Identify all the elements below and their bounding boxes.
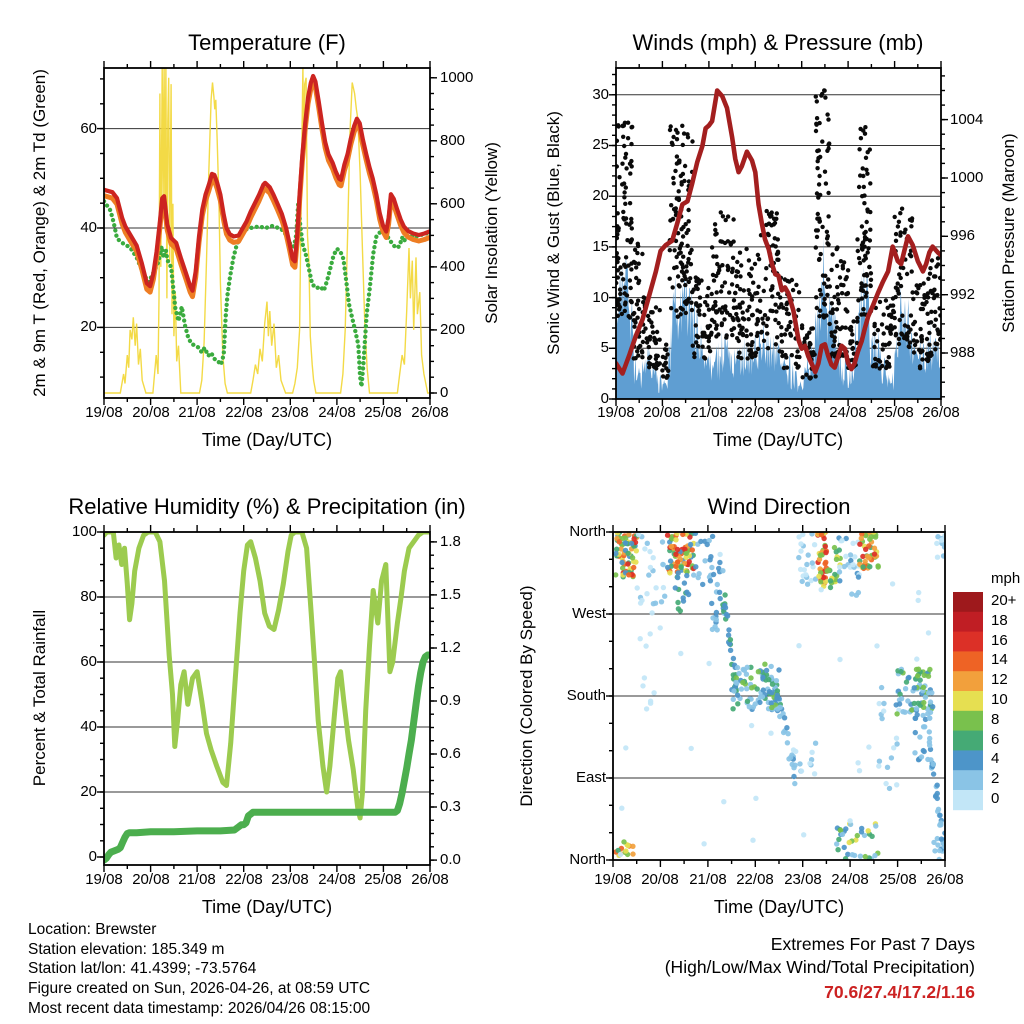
tick-label: 26/08 [411, 404, 449, 421]
tick-label: 1000 [950, 169, 984, 186]
tick-label: 10 [592, 289, 609, 306]
wind-direction-x-axis-label: Time (Day/UTC) [713, 897, 845, 917]
tick-label: 20 [80, 318, 97, 335]
tick-label: North [569, 523, 606, 540]
tick-label: East [575, 769, 606, 786]
tick-label: 25/08 [876, 404, 914, 421]
tick-label: 25/08 [364, 404, 402, 421]
tick-label: 16 [991, 632, 1008, 649]
tick-label: 0.6 [440, 745, 461, 762]
tick-label: 30 [592, 86, 609, 103]
temperature-y-axis-label: 2m & 9m T (Red, Orange) & 2m Td (Green) [30, 69, 49, 397]
tick-label: 40 [80, 219, 97, 236]
tick-label: 25 [592, 136, 609, 153]
tick-label: 0 [600, 390, 609, 407]
tick-label: 19/08 [597, 404, 635, 421]
tick-label: 80 [80, 588, 97, 605]
extremes-subheading: (High/Low/Max Wind/Total Precipitation) [664, 957, 975, 977]
tick-label: 20/08 [643, 404, 681, 421]
pressure-axis-label: Station Pressure (Maroon) [999, 133, 1018, 333]
tick-label: 0 [991, 790, 1000, 807]
tick-label: 24/08 [318, 404, 356, 421]
tick-label: 40 [80, 718, 97, 735]
tick-label: 23/08 [271, 871, 309, 888]
tick-label: 2 [991, 770, 1000, 787]
solar-insolation-axis-label: Solar Insolation (Yellow) [482, 142, 501, 324]
tick-label: 24/08 [831, 871, 869, 888]
tick-label: 14 [991, 651, 1008, 668]
footer-created: Figure created on Sun, 2026-04-26, at 08:59 UTC [28, 980, 371, 997]
footer-location: Location: Brewster [28, 921, 157, 938]
extremes-heading: Extremes For Past 7 Days [770, 934, 975, 954]
tick-label: 21/08 [690, 404, 728, 421]
tick-label: 600 [440, 195, 466, 212]
tick-label: 22/08 [225, 404, 263, 421]
tick-label: 996 [950, 227, 976, 244]
tick-label: 60 [80, 653, 97, 670]
footer-latlon: Station lat/lon: 41.4399; -73.5764 [28, 960, 257, 977]
tick-label: 25/08 [879, 871, 917, 888]
tick-label: 19/08 [85, 404, 123, 421]
tick-label: 5 [600, 339, 609, 356]
tick-label: 19/08 [85, 871, 123, 888]
tick-label: 18 [991, 612, 1008, 629]
footer-elevation: Station elevation: 185.349 m [28, 941, 225, 958]
tick-label: 20/08 [132, 404, 170, 421]
tick-label: 1000 [440, 69, 474, 86]
direction-axis-label: Direction (Colored By Speed) [517, 585, 536, 807]
tick-label: 60 [80, 120, 97, 137]
tick-label: 988 [950, 344, 976, 361]
tick-label: 1004 [950, 111, 984, 128]
winds-pressure-chart-title: Winds (mph) & Pressure (mb) [632, 30, 924, 55]
tick-label: 200 [440, 321, 466, 338]
tick-label: 20/08 [132, 871, 170, 888]
tick-label: 800 [440, 132, 466, 149]
temperature-x-axis-label: Time (Day/UTC) [201, 430, 333, 450]
tick-label: West [572, 605, 606, 622]
tick-label: 19/08 [594, 871, 632, 888]
tick-label: 26/08 [411, 871, 449, 888]
footer-timestamp: Most recent data timestamp: 2026/04/26 08:15:00 [28, 1000, 371, 1017]
tick-label: South [566, 687, 606, 704]
tick-label: 1.2 [440, 639, 461, 656]
tick-label: 0 [440, 384, 449, 401]
tick-label: 8 [991, 711, 1000, 728]
tick-label: 20 [80, 783, 97, 800]
tick-label: 0.3 [440, 798, 461, 815]
tick-label: 4 [991, 750, 1000, 767]
extremes-values: 70.6/27.4/17.2/1.16 [824, 982, 975, 1002]
tick-label: 20 [592, 187, 609, 204]
tick-label: 0.9 [440, 692, 461, 709]
tick-label: 21/08 [178, 871, 216, 888]
tick-label: 25/08 [364, 871, 402, 888]
tick-label: 24/08 [318, 871, 356, 888]
tick-label: 1.5 [440, 586, 461, 603]
wind-gust-axis-label: Sonic Wind & Gust (Blue, Black) [544, 111, 563, 355]
tick-label: 400 [440, 258, 466, 275]
tick-label: 23/08 [271, 404, 309, 421]
tick-label: 20/08 [641, 871, 679, 888]
wind-direction-chart-title: Wind Direction [707, 494, 851, 519]
tick-label: 12 [991, 671, 1008, 688]
tick-label: 23/08 [783, 404, 821, 421]
humidity-x-axis-label: Time (Day/UTC) [201, 897, 333, 917]
winds-x-axis-label: Time (Day/UTC) [712, 430, 844, 450]
humidity-rainfall-axis-label: Percent & Total Rainfall [30, 609, 49, 787]
tick-label: 1.8 [440, 533, 461, 550]
colorbar-units-label: mph [991, 570, 1021, 587]
tick-label: 0.0 [440, 851, 461, 868]
tick-label: 10 [991, 691, 1008, 708]
tick-label: 23/08 [784, 871, 822, 888]
temperature-chart-title: Temperature (F) [188, 30, 346, 55]
tick-label: 100 [71, 523, 97, 540]
tick-label: 26/08 [922, 404, 960, 421]
tick-label: North [569, 851, 606, 868]
tick-label: 21/08 [689, 871, 727, 888]
humidity-precip-chart-title: Relative Humidity (%) & Precipitation (in) [68, 494, 466, 519]
tick-label: 992 [950, 286, 976, 303]
tick-label: 21/08 [178, 404, 216, 421]
tick-label: 24/08 [829, 404, 867, 421]
tick-label: 22/08 [736, 404, 774, 421]
tick-label: 6 [991, 731, 1000, 748]
tick-label: 22/08 [225, 871, 263, 888]
tick-label: 0 [88, 848, 97, 865]
tick-label: 26/08 [926, 871, 964, 888]
tick-label: 15 [592, 238, 609, 255]
tick-label: 22/08 [736, 871, 774, 888]
tick-label: 20+ [991, 592, 1017, 609]
